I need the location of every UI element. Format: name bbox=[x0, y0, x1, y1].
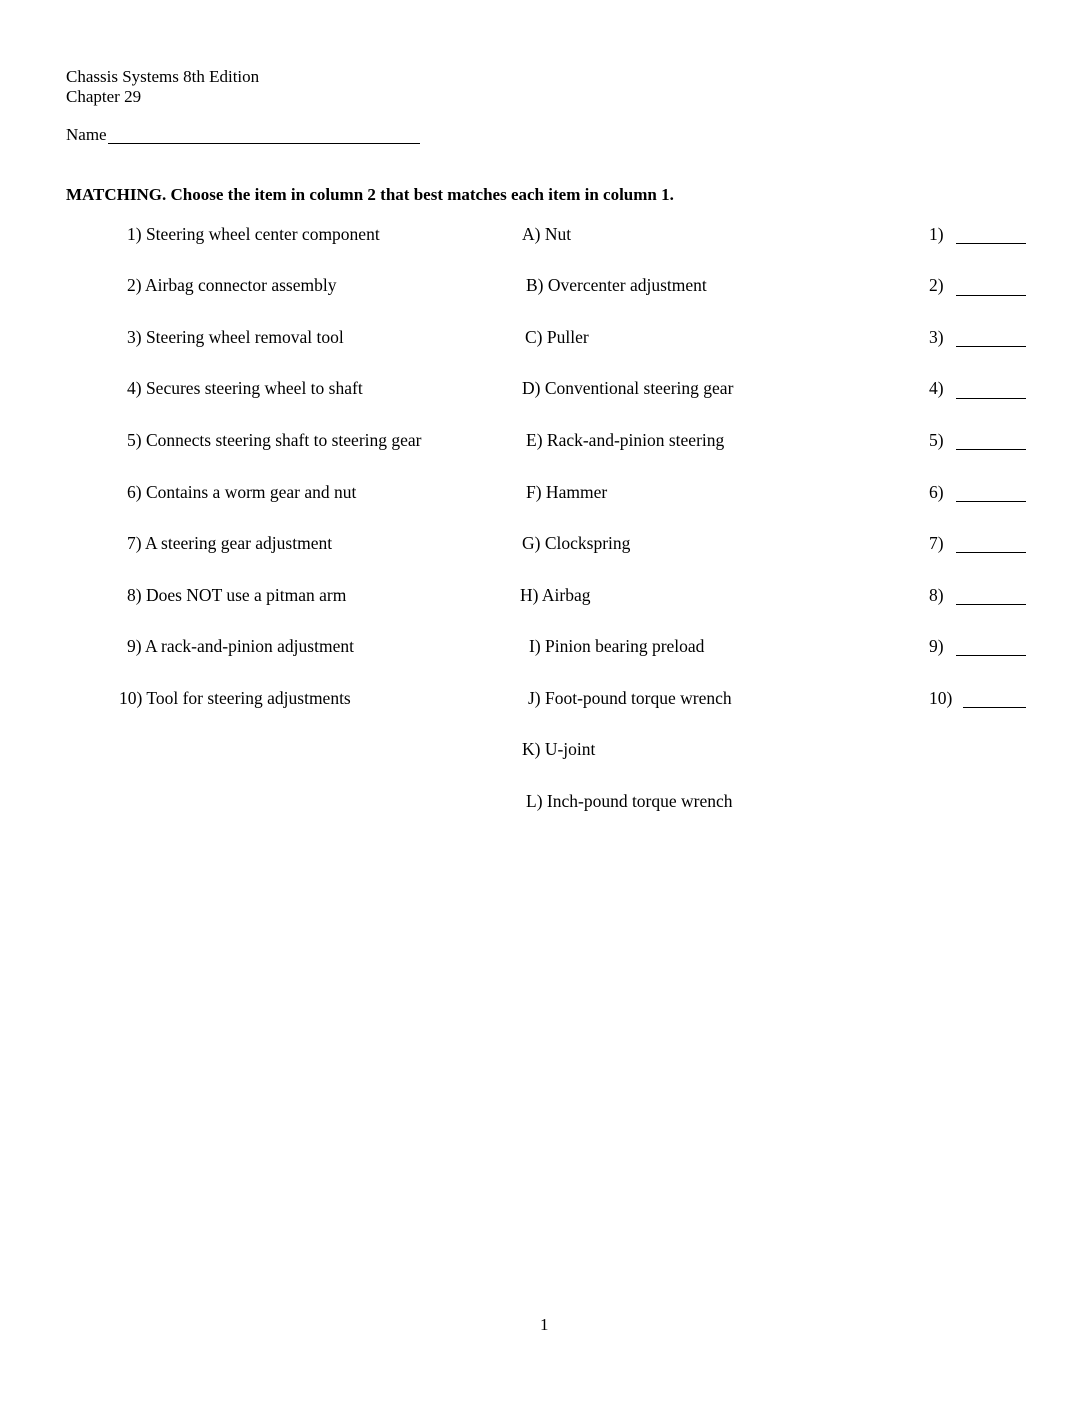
option-l: L) Inch-pound torque wrench bbox=[526, 791, 733, 811]
answer-blank-7[interactable] bbox=[956, 552, 1026, 553]
answer-number-10: 10) bbox=[929, 688, 953, 708]
answer-blank-3[interactable] bbox=[956, 346, 1026, 347]
question-5: 5) Connects steering shaft to steering gear bbox=[127, 430, 422, 450]
answer-blank-8[interactable] bbox=[956, 604, 1026, 605]
answer-blank-1[interactable] bbox=[956, 243, 1026, 244]
answer-number-4: 4) bbox=[929, 378, 944, 398]
answer-blank-10[interactable] bbox=[963, 707, 1026, 708]
question-6: 6) Contains a worm gear and nut bbox=[127, 482, 357, 502]
name-label: Name bbox=[66, 125, 107, 144]
option-k: K) U-joint bbox=[522, 739, 596, 759]
answer-blank-2[interactable] bbox=[956, 295, 1026, 296]
option-e: E) Rack-and-pinion steering bbox=[526, 430, 725, 450]
instructions: MATCHING. Choose the item in column 2 that best matches each item in column 1. bbox=[66, 185, 674, 204]
answer-number-3: 3) bbox=[929, 327, 944, 347]
question-8: 8) Does NOT use a pitman arm bbox=[127, 585, 347, 605]
option-c: C) Puller bbox=[525, 327, 589, 347]
option-a: A) Nut bbox=[522, 224, 572, 244]
question-9: 9) A rack-and-pinion adjustment bbox=[127, 636, 354, 656]
answer-number-6: 6) bbox=[929, 482, 944, 502]
answer-number-5: 5) bbox=[929, 430, 944, 450]
option-i: I) Pinion bearing preload bbox=[529, 636, 705, 656]
answer-number-9: 9) bbox=[929, 636, 944, 656]
option-b: B) Overcenter adjustment bbox=[526, 275, 707, 295]
page-number: 1 bbox=[540, 1315, 549, 1334]
answer-blank-5[interactable] bbox=[956, 449, 1026, 450]
answer-number-7: 7) bbox=[929, 533, 944, 553]
answer-number-8: 8) bbox=[929, 585, 944, 605]
option-j: J) Foot-pound torque wrench bbox=[528, 688, 732, 708]
option-g: G) Clockspring bbox=[522, 533, 631, 553]
answer-blank-9[interactable] bbox=[956, 655, 1026, 656]
question-4: 4) Secures steering wheel to shaft bbox=[127, 378, 363, 398]
option-f: F) Hammer bbox=[526, 482, 608, 502]
answer-blank-4[interactable] bbox=[956, 398, 1026, 399]
answer-number-2: 2) bbox=[929, 275, 944, 295]
chapter-title: Chapter 29 bbox=[66, 87, 142, 106]
option-d: D) Conventional steering gear bbox=[522, 378, 734, 398]
question-1: 1) Steering wheel center component bbox=[127, 224, 380, 244]
question-2: 2) Airbag connector assembly bbox=[127, 275, 337, 295]
option-h: H) Airbag bbox=[520, 585, 591, 605]
name-field-line[interactable] bbox=[108, 143, 420, 144]
question-3: 3) Steering wheel removal tool bbox=[127, 327, 344, 347]
question-10: 10) Tool for steering adjustments bbox=[119, 688, 351, 708]
answer-blank-6[interactable] bbox=[956, 501, 1026, 502]
question-7: 7) A steering gear adjustment bbox=[127, 533, 333, 553]
answer-number-1: 1) bbox=[929, 224, 944, 244]
course-title: Chassis Systems 8th Edition bbox=[66, 67, 260, 86]
